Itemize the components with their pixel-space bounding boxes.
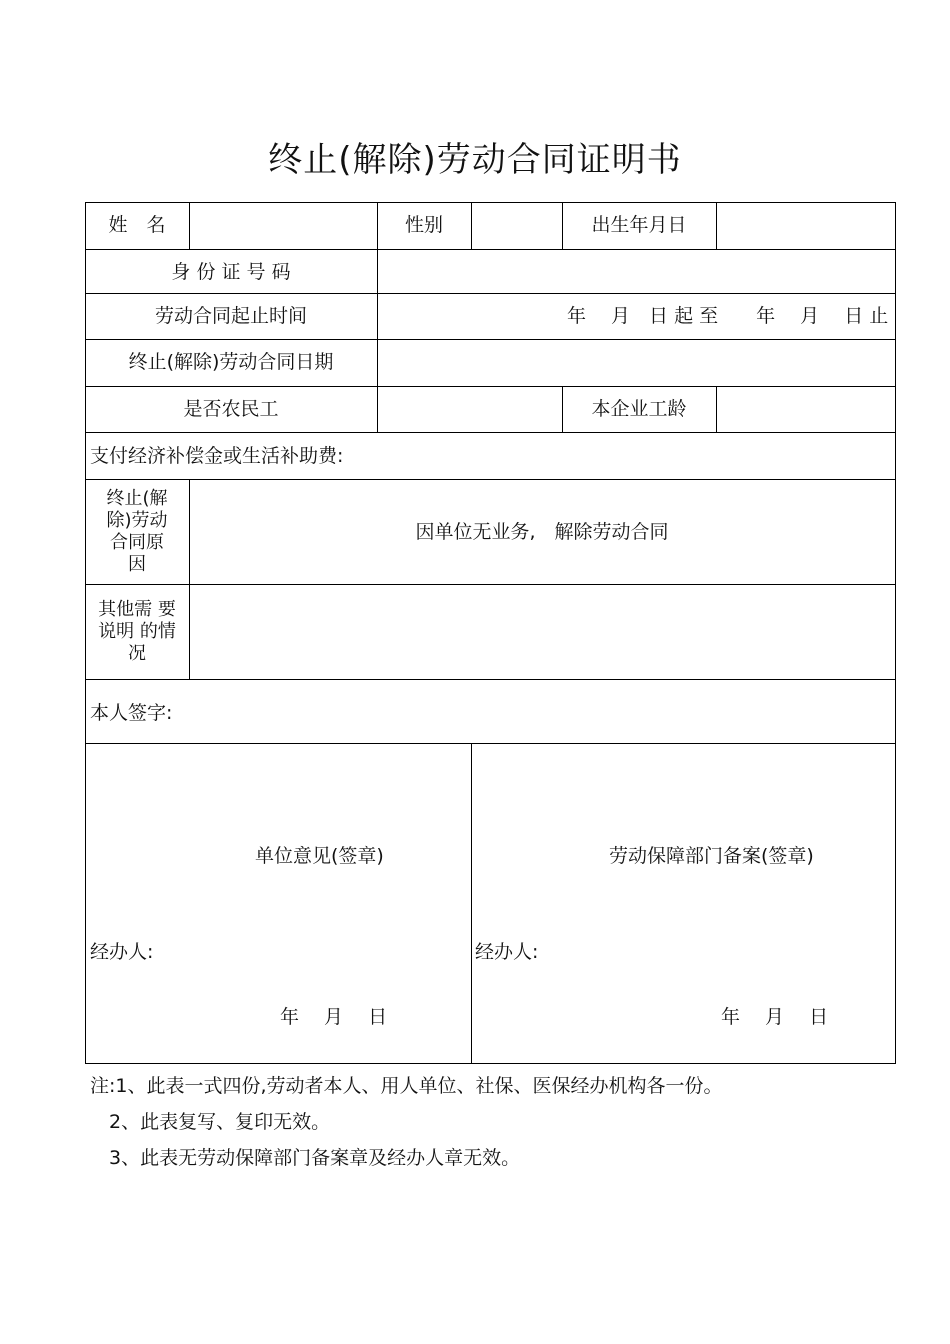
row-divider — [85, 679, 896, 680]
termination-reason-label — [87, 488, 187, 576]
unit-date: 年 月 日 — [280, 1006, 388, 1028]
border-bottom — [85, 1063, 896, 1064]
contract-period-field[interactable]: 年 月 日 起 至 年 月 日 止 — [567, 305, 889, 327]
col-divider — [377, 202, 378, 432]
termination-reason-value[interactable]: 因单位无业务, 解除劳动合同 — [415, 521, 669, 543]
col-divider — [471, 743, 472, 1064]
id-number-label: 身 份 证 号 码 — [171, 261, 291, 283]
label-line: 况 — [128, 643, 146, 664]
contract-period-label: 劳动合同起止时间 — [154, 305, 307, 327]
bureau-handler-label: 经办人: — [475, 941, 539, 963]
termination-date-label: 终止(解除)劳动合同日期 — [128, 351, 334, 373]
col-divider — [189, 479, 190, 679]
dob-label: 出生年月日 — [591, 214, 687, 236]
label-line: 除)劳动 — [106, 510, 168, 531]
bureau-date: 年 月 日 — [721, 1006, 829, 1028]
footnote-2: 2、此表复写、复印无效。 — [90, 1111, 331, 1133]
signature-label: 本人签字: — [90, 702, 173, 724]
row-divider — [85, 432, 896, 433]
gender-label: 性别 — [404, 214, 443, 236]
label-line: 终止(解 — [106, 488, 168, 509]
migrant-worker-label: 是否农民工 — [183, 398, 279, 420]
name-label: 姓 名 — [108, 214, 166, 236]
border-left — [85, 202, 86, 1064]
row-divider — [85, 339, 896, 340]
unit-handler-label: 经办人: — [90, 941, 154, 963]
col-divider — [189, 202, 190, 249]
col-divider — [471, 202, 472, 249]
row-divider — [85, 479, 896, 480]
label-line: 合同原 — [110, 532, 164, 553]
seniority-label: 本企业工龄 — [591, 398, 687, 420]
row-divider — [85, 386, 896, 387]
footnote-3: 3、此表无劳动保障部门备案章及经办人章无效。 — [90, 1147, 521, 1169]
row-divider — [85, 584, 896, 585]
page-title: 终止(解除)劳动合同证明书 — [268, 140, 682, 180]
row-divider — [85, 249, 896, 250]
labor-bureau-title: 劳动保障部门备案(签章) — [609, 845, 814, 867]
label-line: 说明 的情 — [98, 621, 176, 642]
footnotes — [90, 1068, 723, 1176]
label-line: 其他需 要 — [98, 599, 176, 620]
col-divider — [716, 202, 717, 249]
unit-opinion-title: 单位意见(签章) — [255, 845, 384, 867]
compensation-label: 支付经济补偿金或生活补助费: — [90, 445, 344, 467]
other-notes-label — [87, 599, 187, 665]
label-line: 因 — [128, 554, 146, 575]
certificate-form — [85, 202, 896, 1064]
border-right — [895, 202, 896, 1064]
col-divider — [716, 386, 717, 432]
row-divider — [85, 293, 896, 294]
border-top — [85, 202, 896, 203]
footnote-1: 注:1、此表一式四份,劳动者本人、用人单位、社保、医保经办机构各一份。 — [90, 1075, 723, 1097]
row-divider — [85, 743, 896, 744]
